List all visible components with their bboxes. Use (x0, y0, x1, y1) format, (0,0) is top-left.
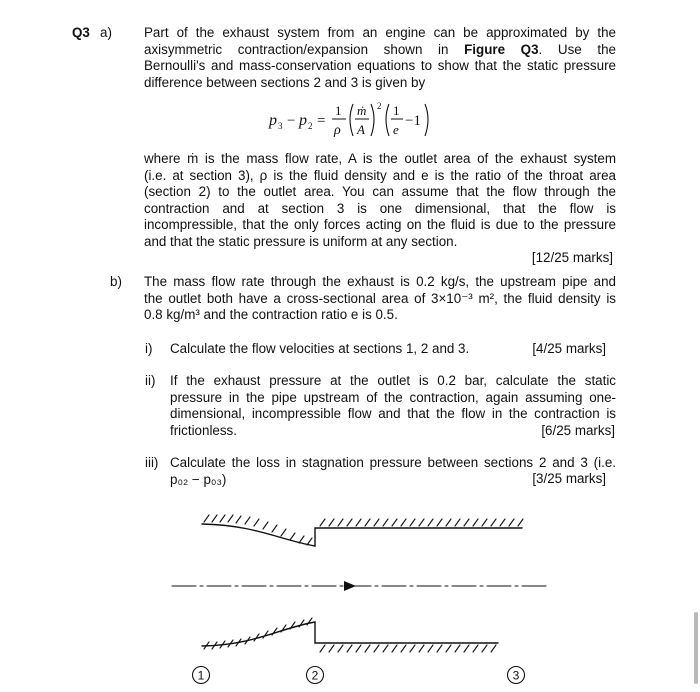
sub-i-label: i) (145, 341, 153, 356)
eq-p3: p (269, 112, 277, 129)
sub-iii-label: iii) (145, 455, 159, 470)
section-2-label: 2 (311, 668, 319, 683)
sub-ii-line: dimensional, incompressible flow and that the flow in the contraction is (170, 406, 616, 422)
definition-line: incompressible, that the only forces acting on the fluid is due to the pressure (144, 217, 616, 233)
sub-ii-line: If the exhaust pressure at the outlet is 0.2 bar, calculate the static (170, 373, 616, 388)
lower-wall-hatching (204, 618, 496, 652)
sub-i-text: Calculate the flow velocities at sections 1, 2 and 3. (170, 341, 470, 356)
part-b-line: 0.8 kg/m³ and the contraction ratio e is 0.5. (144, 307, 398, 323)
eq-minus: − (287, 113, 296, 129)
eq-frac2-den: A (357, 122, 365, 137)
part-a-line: Bernoulli's and mass-conservation equations to show that the static pressure (144, 58, 616, 74)
definition-line: (section 2) to the outlet area. You can assume that the flow through the (144, 184, 616, 200)
part-b-label: b) (110, 274, 122, 289)
part-a-label: a) (100, 25, 112, 40)
sub-i-marks: [4/25 marks] (532, 341, 606, 356)
part-a-marks: [12/25 marks] (531, 250, 613, 265)
part-a-intro (144, 25, 616, 91)
part-a-line: Part of the exhaust system from an engine can be approximated by the (144, 25, 616, 40)
question-number: Q3 (72, 25, 90, 40)
part-a-line: axisymmetric contraction/expansion shown in Figure Q3. Use the (144, 41, 616, 57)
sub-ii-line: pressure in the pipe upstream of the contraction, again assuming one- (170, 389, 616, 405)
eq-sub3: 3 (278, 121, 283, 131)
eq-p2: p (299, 112, 307, 129)
eq-frac3-num: 1 (393, 103, 400, 118)
pressure-equation (265, 100, 445, 140)
nozzle-figure (160, 500, 560, 688)
eq-exponent: 2 (377, 101, 382, 111)
sub-ii-line: frictionless. (170, 422, 237, 438)
part-a-definitions (144, 151, 616, 251)
sub-ii-marks: [6/25 marks] (541, 423, 615, 438)
eq-sub2: 2 (308, 121, 313, 131)
eq-frac3-den: e (393, 122, 399, 137)
part-b-intro (144, 274, 616, 324)
part-a-line: difference between sections 2 and 3 is given by (144, 74, 426, 90)
definition-line: contraction and at section 3 is one dimensional, that the flow is (144, 200, 616, 216)
definition-line: where ṁ is the mass flow rate, A is the outlet area of the exhaust system (144, 151, 616, 166)
section-1-label: 1 (197, 668, 205, 683)
eq-minus-one: −1 (405, 113, 421, 129)
scrollbar[interactable] (694, 612, 698, 684)
definition-line: (i.e. at section 3), ρ is the fluid density and e is the ratio of the throat area (144, 167, 616, 183)
part-b-line: the outlet both have a cross-sectional area of 3×10⁻³ m², the fluid density is (144, 290, 616, 306)
sub-ii-label: ii) (145, 373, 156, 388)
sub-iii-line: Calculate the loss in stagnation pressure between sections 2 and 3 (i.e. (170, 455, 616, 470)
eq-equals: = (317, 113, 326, 129)
upper-wall (202, 524, 522, 546)
figure-reference: Figure Q3 (464, 41, 539, 57)
eq-frac1-den: ρ (334, 123, 341, 138)
flow-arrow-icon (344, 581, 356, 591)
sub-iii-line: p₀₂ − p₀₃) (170, 471, 227, 487)
sub-iii-marks: [3/25 marks] (532, 471, 606, 486)
eq-frac1-num: 1 (335, 103, 342, 118)
part-b-line: The mass flow rate through the exhaust is 0.2 kg/s, the upstream pipe and (144, 274, 616, 289)
section-3-label: 3 (512, 668, 520, 683)
eq-frac2-num: ṁ (357, 103, 367, 118)
definition-line: and that the static pressure is uniform at any section. (144, 233, 458, 249)
